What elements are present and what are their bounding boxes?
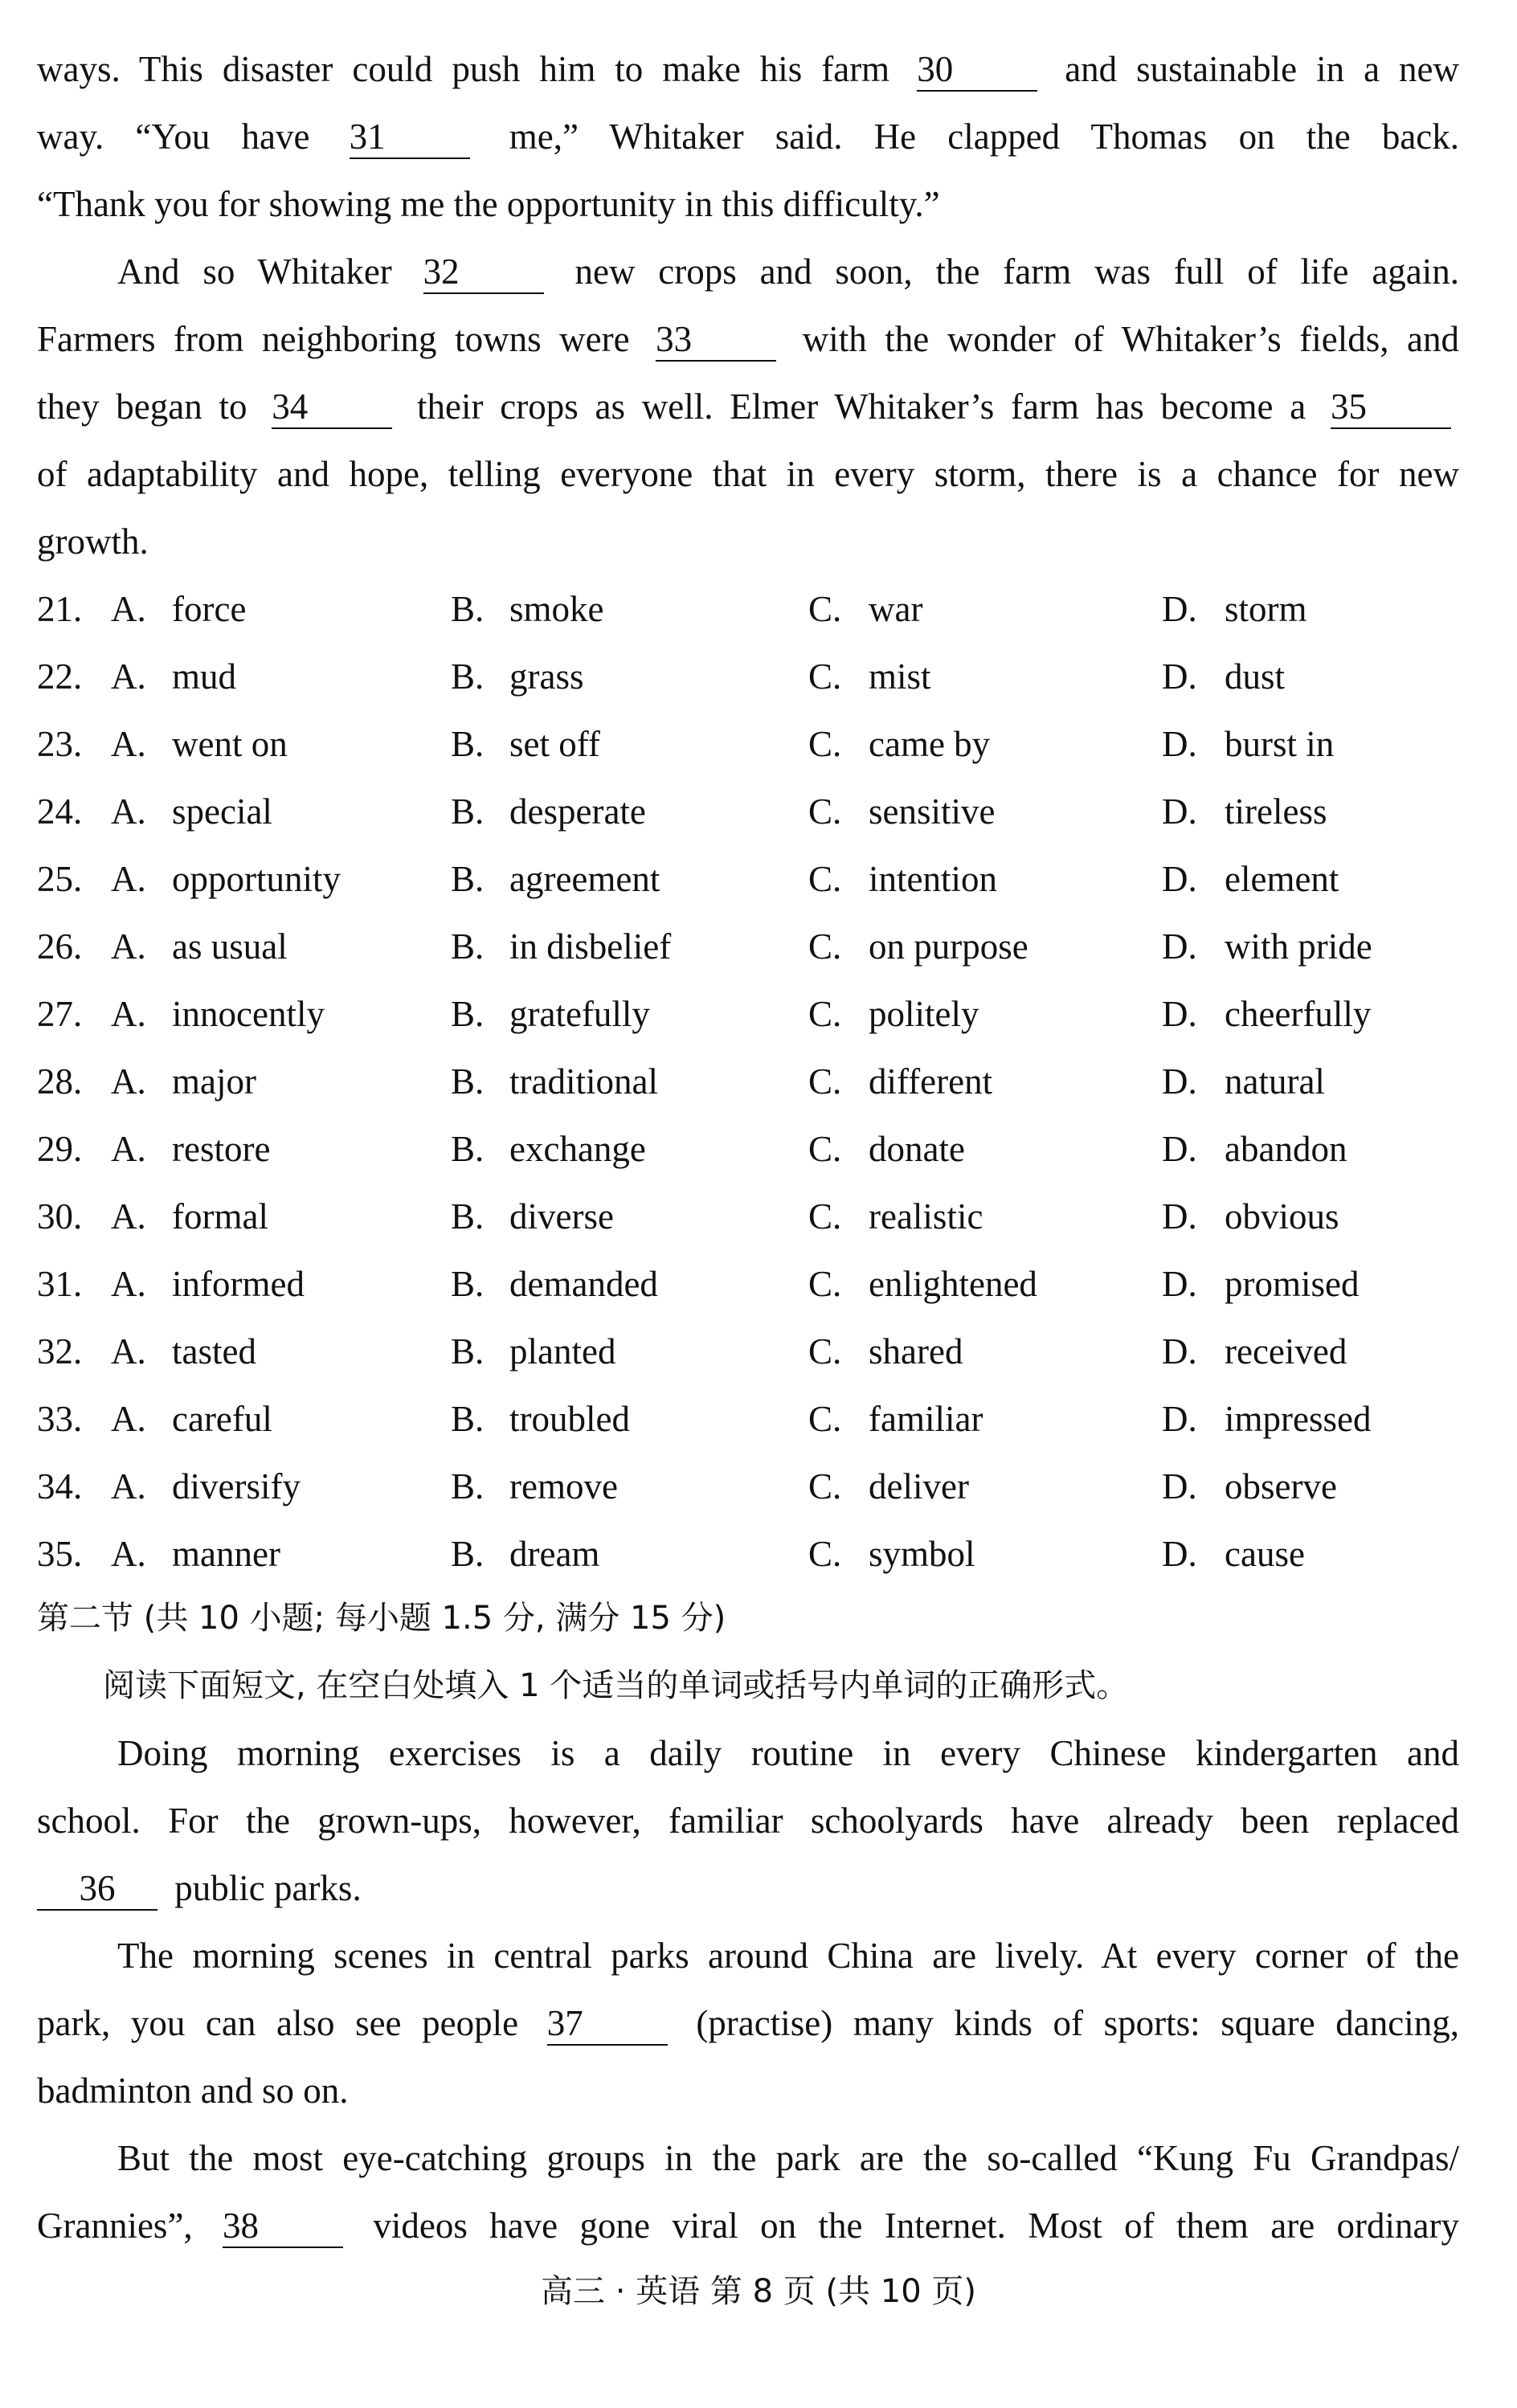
option-row: 28. A. major B. traditional C. different D. natural: [37, 1061, 1325, 1102]
option-row: 30. A. formal B. diverse C. realistic D. obvious: [37, 1196, 1339, 1237]
option-row: 32. A. tasted B. planted C. shared D. received: [37, 1331, 1347, 1372]
passage-line: Doing morning exercises is a daily routine in every Chinese kindergarten and: [117, 1733, 1459, 1773]
page-footer: 高三 · 英语 第 8 页 (共 10 页): [541, 2273, 976, 2310]
blank-37: 37: [547, 2002, 668, 2046]
option-row: 33. A. careful B. troubled C. familiar D. impressed: [37, 1399, 1372, 1439]
option-row: 23. A. went on B. set off C. came by D. burst in: [37, 724, 1335, 764]
option-row: 25. A. opportunity B. agreement C. intention D. element: [37, 859, 1339, 899]
passage-line: ways. This disaster could push him to make his farm 30 and sustainable in a new: [37, 35, 1459, 103]
section-instruction: 阅读下面短文, 在空白处填入 1 个适当的单词或括号内单词的正确形式。: [103, 1667, 1129, 1704]
passage-line: 36 public parks.: [37, 1854, 1459, 1922]
option-row: 22. A. mud B. grass C. mist D. dust: [37, 656, 1286, 697]
blank-31: 31: [350, 116, 470, 159]
passage-line: way. “You have 31 me,” Whitaker said. He clapped Thomas on the back.: [37, 103, 1459, 170]
blank-34: 34: [272, 386, 392, 429]
passage-line: Farmers from neighboring towns were 33 with the wonder of Whitaker’s fields, and: [37, 305, 1459, 373]
passage-line: growth.: [37, 521, 149, 562]
blank-38: 38: [223, 2205, 343, 2248]
passage-line: The morning scenes in central parks around China are lively. At every corner of the: [117, 1936, 1459, 1976]
passage-line: of adaptability and hope, telling everyone that in every storm, there is a chance for new: [37, 454, 1459, 494]
option-row: 31. A. informed B. demanded C. enlightened D. promised: [37, 1264, 1360, 1304]
option-row: 26. A. as usual B. in disbelief C. on purpose D. with pride: [37, 926, 1372, 967]
option-row: 29. A. restore B. exchange C. donate D. abandon: [37, 1129, 1347, 1169]
passage-line: school. For the grown-ups, however, familiar schoolyards have already been replaced: [37, 1801, 1459, 1841]
passage-line: they began to 34 their crops as well. Elmer Whitaker’s farm has become a 35: [37, 373, 1459, 440]
option-row: 27. A. innocently B. gratefully C. politely D. cheerfully: [37, 994, 1372, 1034]
option-row: 24. A. special B. desperate C. sensitive D. tireless: [37, 791, 1327, 832]
blank-35: 35: [1331, 386, 1451, 429]
passage-line: badminton and so on.: [37, 2071, 349, 2111]
section-title: 第二节 (共 10 小题; 每小题 1.5 分, 满分 15 分): [37, 1600, 726, 1637]
blank-30: 30: [917, 48, 1037, 92]
blank-32: 32: [423, 251, 544, 294]
passage-line: But the most eye-catching groups in the park are the so-called “Kung Fu Grandpas/: [117, 2138, 1459, 2178]
passage-line: “Thank you for showing me the opportunity in this difficulty.”: [37, 184, 940, 224]
blank-36: 36: [37, 1867, 157, 1911]
option-row: 34. A. diversify B. remove C. deliver D. observe: [37, 1466, 1337, 1507]
passage-line: And so Whitaker 32 new crops and soon, the farm was full of life again.: [37, 238, 1459, 305]
passage-line: Grannies”, 38 videos have gone viral on the Internet. Most of them are ordinary: [37, 2192, 1459, 2259]
option-row: 35. A. manner B. dream C. symbol D. cause: [37, 1534, 1305, 1574]
option-row: 21. A. force B. smoke C. war D. storm: [37, 589, 1307, 629]
passage-line: park, you can also see people 37 (practise) many kinds of sports: square dancing,: [37, 1989, 1459, 2057]
blank-33: 33: [656, 318, 776, 362]
